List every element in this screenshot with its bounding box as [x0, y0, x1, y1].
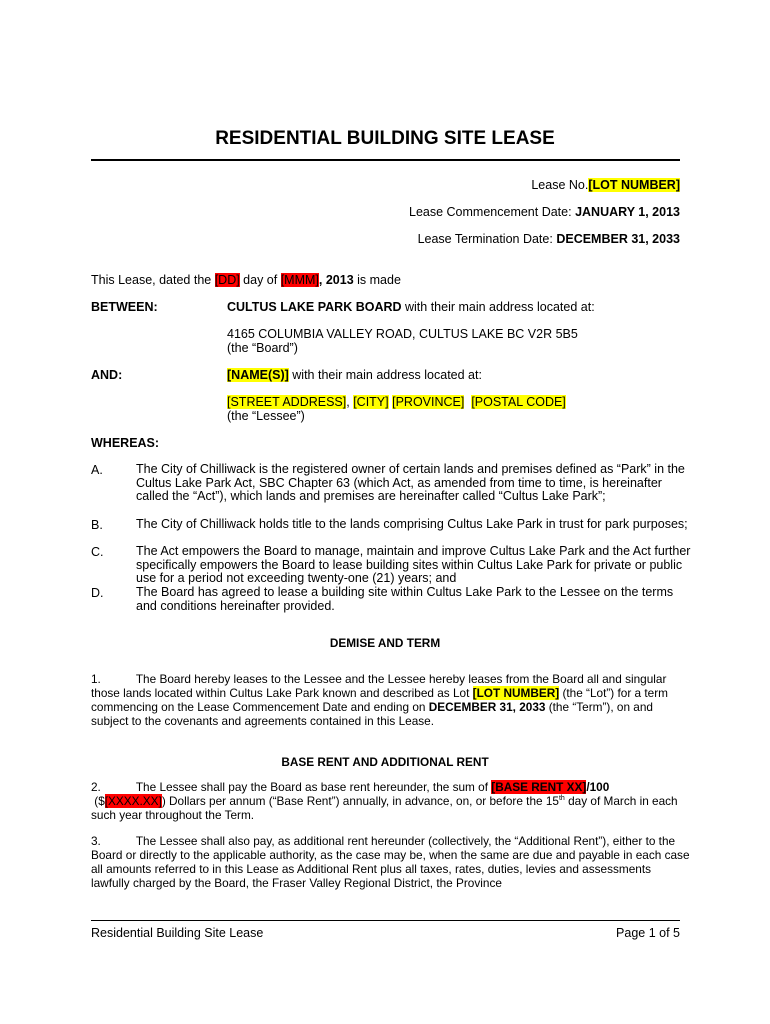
title-divider [91, 159, 680, 161]
between-label: BETWEEN: [91, 300, 158, 314]
recital-text: The Board has agreed to lease a building site within Cultus Lake Park to the Lessee on the terms and conditions hereinafter provided. [136, 585, 674, 613]
section-heading-demise: DEMISE AND TERM [329, 636, 441, 650]
base-rent-amount-placeholder: [XXXX.XX] [104, 794, 162, 808]
lessee-address-line [227, 395, 566, 409]
clause-1 [91, 672, 691, 728]
commencement-label: Lease Commencement Date: [409, 205, 572, 219]
termination-date: DECEMBER 31, 2033 [556, 232, 680, 246]
day-placeholder: [DD] [214, 273, 240, 287]
month-placeholder: [MMM] [280, 273, 319, 287]
termination-label: Lease Termination Date: [417, 232, 553, 246]
lease-number-label: Lease No. [531, 178, 589, 192]
clause-3 [91, 834, 691, 890]
board-party-suffix: with their main address located at: [401, 300, 595, 314]
whereas-heading: WHEREAS: [91, 436, 160, 450]
recital-label: A. [91, 463, 103, 477]
clause-text: (the “Lot”) for a term commencing on the Lease Commencement Date and ending on [91, 686, 668, 714]
board-defined-term: (the “Board”) [227, 341, 298, 355]
clause-text: /100 [586, 780, 610, 794]
footer-page-number: Page 1 of 5 [616, 926, 680, 940]
board-address: 4165 COLUMBIA VALLEY ROAD, CULTUS LAKE BC V2R 5B5 [227, 327, 578, 341]
recital-text: The City of Chilliwack is the registered owner of certain lands and premises defined as “Park” in the Cultus Lake Park Act, SBC Chapter 63 (which Act, as amended from time to time, is hereinafter called the “Act”), which lands and premises are hereinafter called “Cultus Lake Park”; [136, 462, 685, 504]
recital-label: B. [91, 518, 103, 532]
and-label: AND: [91, 368, 123, 382]
page-title: RESIDENTIAL BUILDING SITE LEASE [215, 128, 555, 149]
section-heading-rent: BASE RENT AND ADDITIONAL RENT [281, 755, 489, 769]
clause-text: The Board hereby leases to the Lessee and the Lessee hereby leases from the Board all and singular those lands located within Cultus Lake Park known and described as Lot [91, 672, 667, 700]
footer-document-title: Residential Building Site Lease [91, 926, 264, 940]
lessee-party-suffix: with their main address located at: [288, 368, 482, 382]
clause-text: (the “Term”), on and subject to the covenants and agreements contained in this Lease. [91, 700, 653, 728]
board-name: CULTUS LAKE PARK BOARD [227, 300, 402, 314]
clause-text: ($ [91, 794, 105, 808]
recital-label: C. [91, 545, 104, 559]
lease-number-placeholder: [LOT NUMBER] [588, 178, 680, 192]
footer-divider [91, 920, 680, 921]
board-party-line [227, 300, 595, 314]
lessee-party-line [227, 368, 482, 382]
intro-line [91, 273, 401, 287]
intro-year: , 2013 [318, 273, 354, 287]
clause-text: ) Dollars per annum (“Base Rent”) annually, in advance, on, or before the 15 [161, 794, 559, 808]
base-rent-words-placeholder: [BASE RENT XX] [491, 780, 587, 794]
street-address-placeholder: [STREET ADDRESS] [227, 395, 347, 409]
intro-prefix: This Lease, dated the [91, 273, 215, 287]
clause-number: 3. [91, 834, 101, 848]
clause-text: The Lessee shall pay the Board as base rent hereunder, the sum of [135, 780, 492, 794]
termination-date-line [418, 232, 680, 246]
clause-text: The Lessee shall also pay, as additional rent hereunder (collectively, the “Additional Rent”), either to the Board or directly to the applicable authority, as the case may be, when the same are due and payable in each case all amounts referred to in this Lease as Additional Rent plus all taxes, rates, duties, levies and assessments lawfully charged by the Board, the Fraser Valley Regional District, the Province [91, 834, 690, 890]
commencement-date-line [409, 205, 680, 219]
lessee-defined-term: (the “Lessee”) [227, 409, 305, 423]
term-end-date: DECEMBER 31, 2033 [428, 700, 546, 714]
ordinal-suffix: th [558, 795, 565, 803]
lot-number-placeholder: [LOT NUMBER] [472, 686, 560, 700]
city-placeholder: [CITY] [353, 395, 389, 409]
address-separator: , [346, 395, 354, 409]
commencement-date: JANUARY 1, 2013 [575, 205, 680, 219]
clause-2 [91, 780, 691, 822]
lease-number-line [531, 178, 680, 192]
postal-code-placeholder: [POSTAL CODE] [471, 395, 566, 409]
recital-text: The Act empowers the Board to manage, maintain and improve Cultus Lake Park and the Act further specifically empowers the Board to lease building sites within Cultus Lake Park for private or public use for a period not exceeding twenty-one (21) years; and [136, 544, 691, 586]
clause-text: day of March in each such year throughout the Term. [91, 794, 678, 822]
recital-label: D. [91, 586, 104, 600]
lessee-name-placeholder: [NAME(S)] [227, 368, 289, 382]
recital-text: The City of Chilliwack holds title to the lands comprising Cultus Lake Park in trust for park purposes; [136, 517, 688, 531]
intro-mid: day of [239, 273, 281, 287]
clause-number: 1. [91, 672, 101, 686]
intro-end: is made [353, 273, 401, 287]
clause-number: 2. [91, 780, 101, 794]
province-placeholder: [PROVINCE] [392, 395, 465, 409]
